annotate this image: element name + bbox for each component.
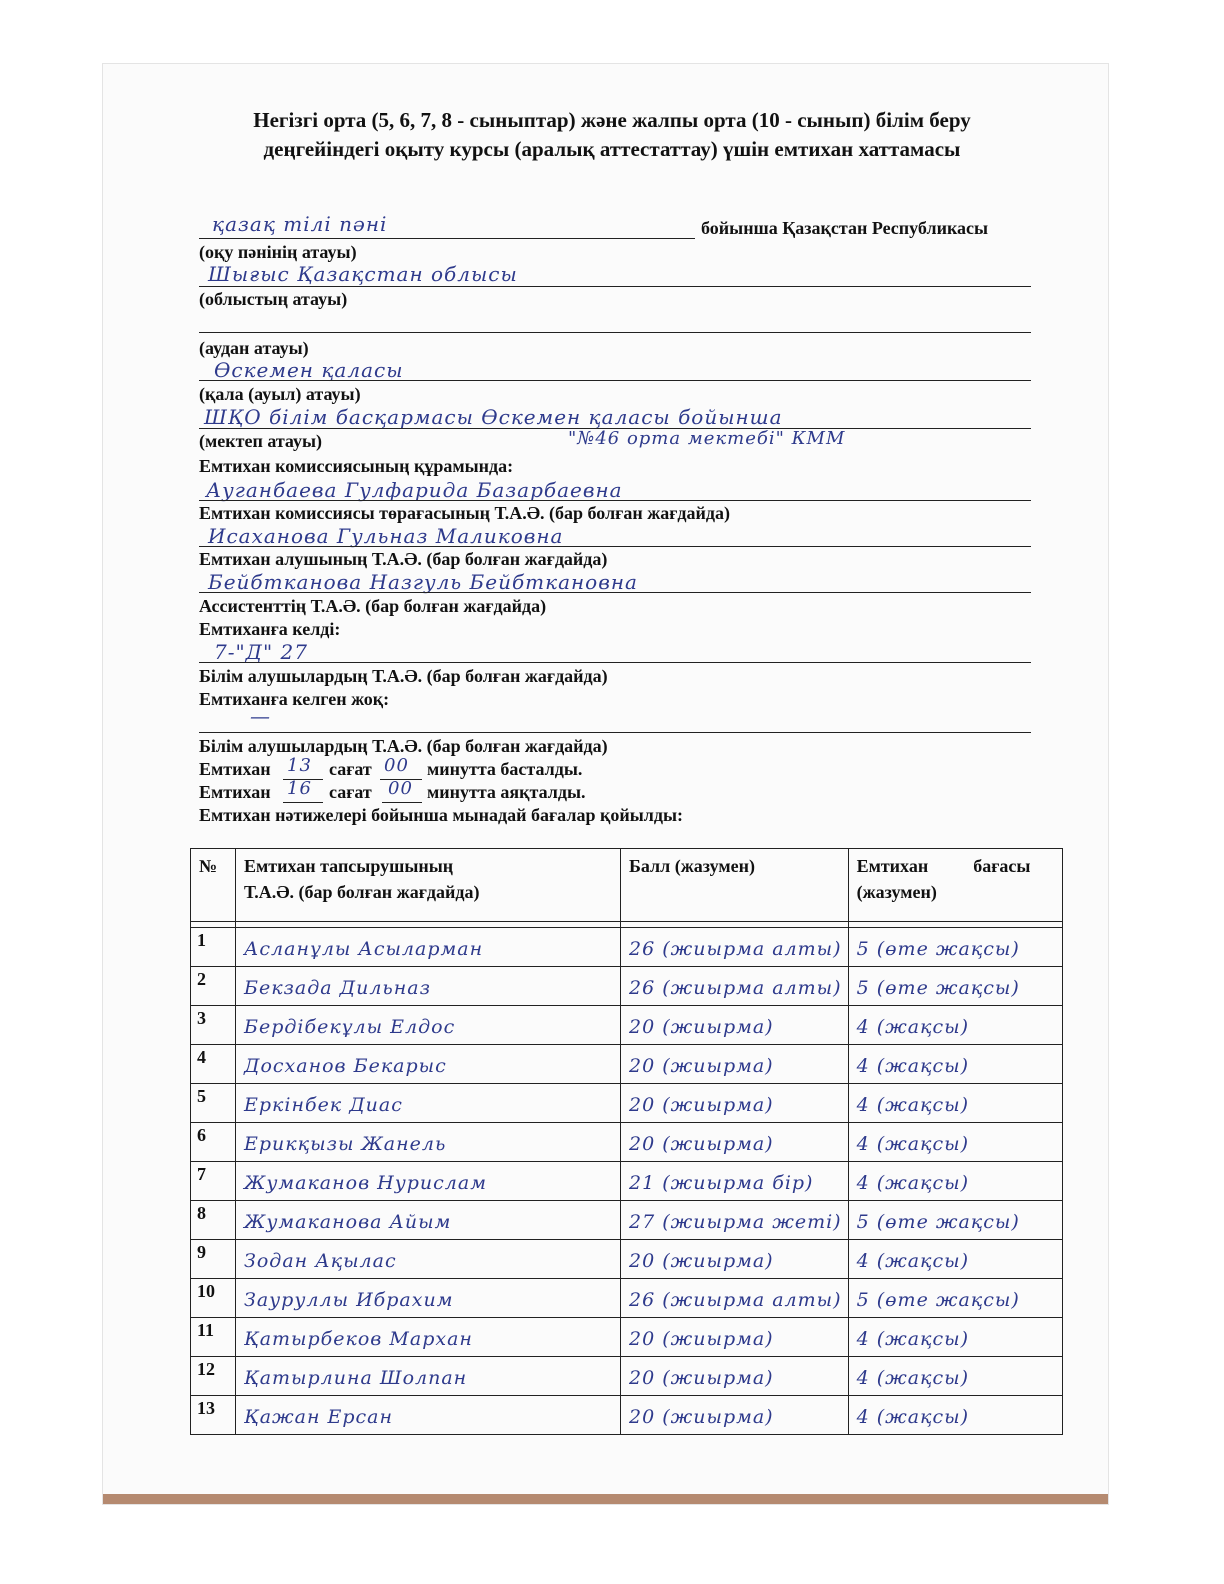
row-num: 7 [191, 1162, 236, 1201]
header-name-line-1: Емтихан тапсырушының [244, 856, 454, 876]
row-num: 12 [191, 1357, 236, 1396]
table-row [191, 1396, 1063, 1435]
student-score: 20 (жиырма) [629, 1250, 774, 1272]
row-num: 10 [191, 1279, 236, 1318]
attended-underline [199, 662, 1031, 663]
student-score: 20 (жиырма) [629, 1055, 774, 1077]
city-underline [199, 380, 1031, 381]
end-suffix: минутта аяқталды. [427, 782, 586, 802]
region-label: (облыстың атауы) [199, 289, 348, 309]
header-name [236, 849, 621, 922]
header-grade-line-1: Емтихан бағасы [856, 856, 1031, 876]
table-row [191, 1162, 1063, 1201]
absent-value: — [250, 704, 271, 728]
examiner-label: Емтихан алушының Т.А.Ә. (бар болған жағдайда) [199, 549, 608, 569]
table-row [191, 1240, 1063, 1279]
end-mid: сағат [329, 782, 372, 802]
end-hour-underline [283, 802, 323, 803]
start-minute: 00 [384, 755, 409, 776]
student-name: Жумаканов Нурислам [244, 1172, 487, 1194]
student-name: Бекзада Дильназ [244, 977, 431, 999]
subject-label: (оқу пәнінің атауы) [199, 242, 357, 262]
table-header-row [191, 849, 1063, 922]
student-name: Қатырлина Шолпан [244, 1367, 468, 1389]
student-name: Досханов Бекарыс [244, 1055, 447, 1077]
row-num: 8 [191, 1201, 236, 1240]
title-line-1: Негізгі орта (5, 6, 7, 8 - сыныптар) және жалпы орта (10 - сынып) білім беру [253, 108, 971, 132]
start-hour: 13 [287, 755, 312, 776]
school-label: (мектеп атауы) [199, 431, 323, 451]
header-grade [848, 849, 1062, 922]
header-score: Балл (жазумен) [621, 849, 849, 922]
student-score: 20 (жиырма) [629, 1406, 774, 1428]
row-num: 2 [191, 967, 236, 1006]
attended-value: 7-"Д" 27 [214, 640, 308, 664]
student-score: 20 (жиырма) [629, 1367, 774, 1389]
absent-label: Емтиханға келген жоқ: [199, 689, 390, 709]
start-suffix: минутта басталды. [427, 759, 583, 779]
examiner-underline [199, 592, 1031, 593]
student-grade: 4 (жақсы) [856, 1172, 970, 1194]
city-value: Өскемен қаласы [214, 358, 404, 382]
row-num: 5 [191, 1084, 236, 1123]
student-name: Зодан Ақылас [244, 1250, 397, 1272]
student-score: 26 (жиырма алты) [629, 938, 842, 960]
title-line-2: деңгейіндегі оқыту курсы (аралық аттестаттау) үшін емтихан хаттамасы [263, 137, 961, 161]
start-mid: сағат [329, 759, 372, 779]
student-score: 21 (жиырма бір) [629, 1172, 814, 1194]
student-score: 20 (жиырма) [629, 1094, 774, 1116]
results-label: Емтихан нәтижелері бойынша мынадай бағалар қойылды: [199, 805, 683, 825]
students-label-1: Білім алушылардың Т.А.Ә. (бар болған жағдайда) [199, 666, 608, 686]
student-name: Жумаканова Айым [244, 1211, 452, 1233]
student-score: 26 (жиырма алты) [629, 977, 842, 999]
end-prefix: Емтихан [199, 782, 271, 802]
student-score: 27 (жиырма жеті) [629, 1211, 842, 1233]
students-label-2: Білім алушылардың Т.А.Ә. (бар болған жағдайда) [199, 736, 608, 756]
commission-underline [199, 500, 1031, 501]
subject-suffix: бойынша Қазақстан Республикасы [701, 218, 989, 238]
student-grade: 5 (өте жақсы) [856, 938, 1020, 960]
table-row [191, 1201, 1063, 1240]
row-num: 3 [191, 1006, 236, 1045]
row-num: 9 [191, 1240, 236, 1279]
subject-value: қазақ тілі пәні [212, 212, 388, 236]
end-hour: 16 [287, 778, 312, 799]
start-prefix: Емтихан [199, 759, 271, 779]
header-name-line-2: Т.А.Ә. (бар болған жағдайда) [244, 882, 480, 902]
school-value-line-1: ШҚО білім басқармасы Өскемен қаласы бойынша [204, 405, 783, 429]
chair-label: Емтихан комиссиясы төрағасының Т.А.Ә. (бар болған жағдайда) [199, 503, 731, 523]
table-row [191, 1084, 1063, 1123]
row-num: 4 [191, 1045, 236, 1084]
table-row [191, 1123, 1063, 1162]
assistant-label: Ассистенттің Т.А.Ә. (бар болған жағдайда) [199, 596, 547, 616]
table-row [191, 1045, 1063, 1084]
paper-edge [103, 1494, 1108, 1504]
row-num: 6 [191, 1123, 236, 1162]
table-row [191, 1318, 1063, 1357]
attended-label: Емтиханға келді: [199, 619, 341, 639]
table-row [191, 928, 1063, 967]
commission-value: Ауганбаева Гулфарида Базарбаевна [206, 478, 623, 502]
student-score: 20 (жиырма) [629, 1133, 774, 1155]
table-row [191, 1279, 1063, 1318]
student-grade: 4 (жақсы) [856, 1094, 970, 1116]
region-underline [199, 286, 1031, 287]
student-name: Бердібекұлы Елдос [244, 1016, 456, 1038]
header-grade-line-2: (жазумен) [856, 882, 937, 902]
row-num: 1 [191, 928, 236, 967]
row-num: 11 [191, 1318, 236, 1357]
student-grade: 5 (өте жақсы) [856, 977, 1020, 999]
student-score: 20 (жиырма) [629, 1016, 774, 1038]
table-row [191, 967, 1063, 1006]
results-table [190, 848, 1063, 1435]
district-underline [199, 332, 1031, 333]
chair-underline [199, 546, 1031, 547]
header-num: № [191, 849, 236, 922]
chair-value: Исаханова Гульназ Маликовна [208, 524, 564, 548]
absent-underline [199, 732, 1031, 733]
row-num: 13 [191, 1396, 236, 1435]
student-grade: 4 (жақсы) [856, 1328, 970, 1350]
end-minute-underline [382, 802, 422, 803]
student-name: Еркінбек Диас [244, 1094, 403, 1116]
end-minute: 00 [388, 778, 413, 799]
student-name: Асланұлы Асыларман [244, 938, 484, 960]
student-score: 26 (жиырма алты) [629, 1289, 842, 1311]
student-grade: 4 (жақсы) [856, 1406, 970, 1428]
examiner-value: Бейбтканова Назгуль Бейбткановна [208, 570, 638, 594]
table-row [191, 1006, 1063, 1045]
student-name: Зауруллы Ибрахим [244, 1289, 454, 1311]
student-grade: 4 (жақсы) [856, 1016, 970, 1038]
student-grade: 5 (өте жақсы) [856, 1211, 1020, 1233]
district-label: (аудан атауы) [199, 338, 309, 358]
table-row [191, 1357, 1063, 1396]
student-name: Қажан Ерсан [244, 1406, 394, 1428]
city-label: (қала (ауыл) атауы) [199, 384, 361, 404]
document-title [170, 106, 1054, 164]
student-score: 20 (жиырма) [629, 1328, 774, 1350]
student-grade: 4 (жақсы) [856, 1055, 970, 1077]
student-grade: 4 (жақсы) [856, 1133, 970, 1155]
commission-label: Емтихан комиссиясының құрамында: [199, 456, 514, 476]
student-grade: 4 (жақсы) [856, 1367, 970, 1389]
student-name: Ерикқызы Жанель [244, 1133, 447, 1155]
subject-underline [199, 238, 695, 239]
region-value: Шығыс Қазақстан облысы [208, 262, 518, 286]
school-value-line-2: "№46 орта мектебі" КММ [568, 428, 846, 449]
student-name: Қатырбеков Мархан [244, 1328, 473, 1350]
student-grade: 5 (өте жақсы) [856, 1289, 1020, 1311]
student-grade: 4 (жақсы) [856, 1250, 970, 1272]
